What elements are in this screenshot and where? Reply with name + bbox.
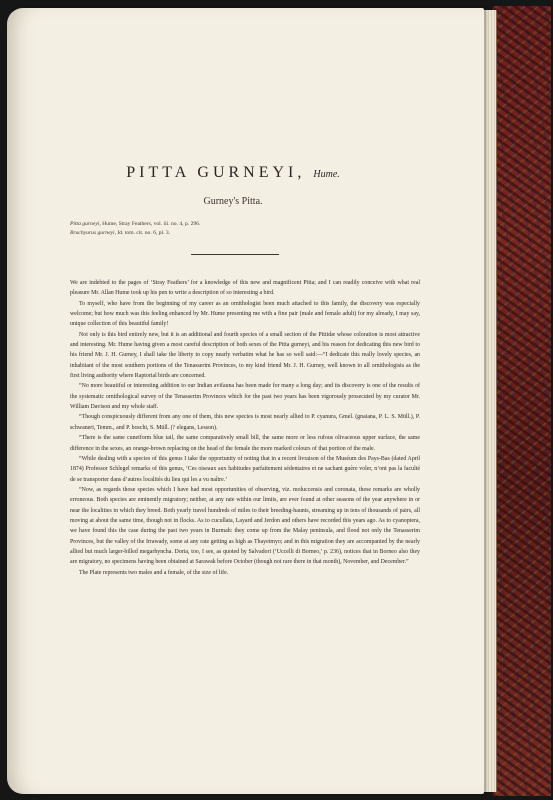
- body-text: [70, 278, 420, 578]
- paragraph: Not only is this bird entirely new, but it is an additional and fourth species of a small section of the Pittidæ whose coloration is most attractive and interesting. Mr. Hume having given a most careful description of both sexes of the Pitta gurneyi, and his reason for dedicating this new bird to his friend Mr. J. H. Gurney, I shall take the liberty to copy nearly verbatim what he has so well said:—“I dedicate this really lovely species, an inhabitant of the most southern portions of the Tenasserim Provinces, to my kind friend Mr. J. H. Gurney, well known to all ornithologists as the first living authority where Raptorial birds are concerned.: [70, 331, 420, 380]
- paragraph: To myself, who have from the beginning of my career as an ornithologist been much attached to this family, the discovery was especially welcome; but how much was this feeling enhanced by Mr. Hume presenting me with a fine pair (male and female adult) for my already, I may say, unique collection of this beautiful family!: [70, 300, 420, 328]
- book-page: [7, 8, 484, 794]
- common-name: Gurney's Pitta.: [203, 196, 263, 207]
- synonym-name: Pitta gurneyi,: [70, 221, 101, 227]
- species-author: Hume.: [313, 169, 340, 180]
- synonymy-line: [70, 220, 430, 229]
- paragraph: “Though conspicuously different from any one of them, this new species is most nearly allied to P. cyanura, Gmel. (gnaiana, P. L. S. Müll.), P. schwaneri, Temm., and P. boschi, S. Müll. (? elegans, Lesson).: [70, 414, 420, 431]
- paragraph: “No more beautiful or interesting addition to our Indian avifauna has been made for many a long day; and its discovery is one of the results of the systematic ornithological survey of the Tenasserim Provinces which for the past two years has been vigorously prosecuted by my curator Mr. William Davison and my whole staff.: [70, 383, 420, 411]
- synonymy-block: [70, 220, 430, 237]
- synonym-reference: Hume, Stray Feathers, vol. iii. no. 4, p. 296.: [102, 221, 201, 227]
- paragraph: “There is the same cuneiform blue tail, the same comparatively small bill, the same more or less rufous olivaceous upper surface, the same difference in the sexes, an orange-brown replacing on the head of the female the more marked colours of that portion of the male.: [70, 435, 420, 452]
- section-divider: [191, 254, 279, 255]
- species-title: [7, 164, 459, 182]
- paragraph: The Plate represents two males and a female, of the size of life.: [79, 569, 229, 576]
- paragraph: “While dealing with a species of this genus I take the opportunity of noting that in a recent livraison of the Muséum des Pays-Bas (dated April 1874) Professor Schlegel remarks of this genus, ‘Ces oiseaux aux habitudes parfaitement sédentaires et ne sachant guère voler, n’ont pas la faculté de se transporter dans d’autres localités du lieu qui les a vu naître.’: [70, 455, 420, 483]
- species-name: PITTA GURNEYI,: [126, 164, 306, 181]
- paragraph: “Now, as regards those species which I have had most opportunities of observing, viz. moluccensis and coronata, these remarks are wholly erroneous. Both species are eminently migratory; neither, at any rate within our limits, are ever found at other seasons of the year anywhere in or near the localities in which they breed. Both yearly travel hundreds of miles to their breeding-haunts, streaming up in tens of thousands of pairs, all moving at about the same time, though not in flocks. As to cucullata, Layard and Jerdon and others have recorded this years ago. As to cyanoptera, we have found this the case during the past two years in Burmah: they come up from the Malay peninsula, and flood not only the Tenasserim Provinces, but the valley of the Irrawady, some at any rate getting as high as Thayetmyo; and in this migration they are accompanied by the nearly allied but much larger-billed megarhyncha. Doria, too, I see, as quoted by Salvadori (‘Uccelli di Borneo,’ p. 236), notices that in Borneo also they are migratory, no specimens having been obtained at Sarawak before October (though not rare there in that month), November, and December.”: [70, 486, 420, 566]
- paragraph: We are indebted to the pages of ‘Stray Feathers’ for a knowledge of this new and magnificent Pitta; and I can readily conceive with what real pleasure Mr. Allan Hume took up his pen to write a description of so interesting a bird.: [70, 280, 420, 297]
- synonym-reference: Id. tom. cit. no. 6, pl. 3.: [117, 229, 171, 236]
- marbled-page-edge: [492, 6, 551, 796]
- synonymy-line: [70, 229, 430, 238]
- synonym-name: Brachyurus gurneyi,: [70, 229, 116, 236]
